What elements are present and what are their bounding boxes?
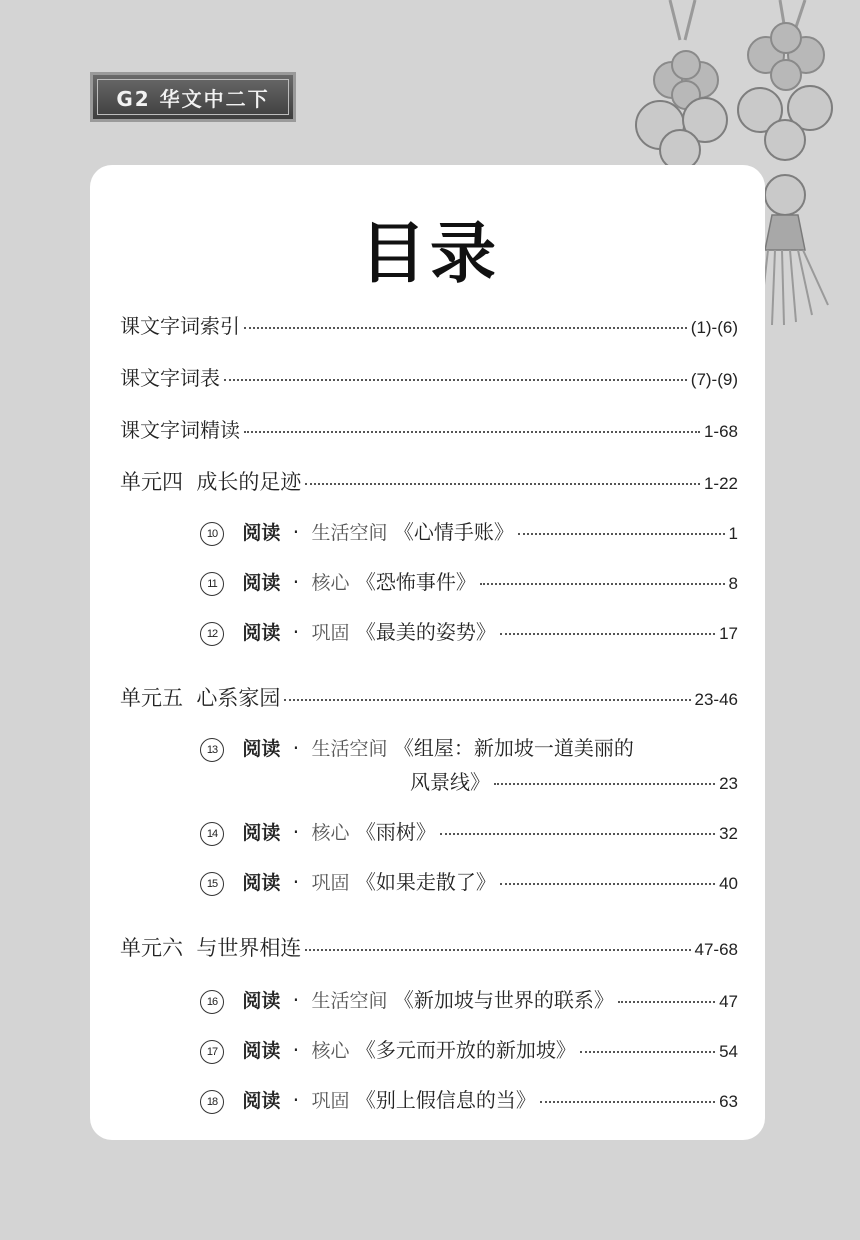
toc-entry-page: 1-68: [703, 422, 738, 441]
unit-label: 单元五 心系家园: [120, 686, 281, 710]
unit-page: 47-68: [694, 940, 738, 959]
toc-entry-label: 课文字词精读: [120, 418, 240, 442]
separator: ·: [292, 736, 300, 760]
read-label: 阅读: [242, 990, 281, 1012]
unit-page: 1-22: [703, 474, 738, 493]
separator: ·: [292, 520, 300, 544]
lesson-number: 17: [200, 1040, 224, 1064]
lesson-page: 32: [719, 824, 738, 843]
separator: ·: [292, 1088, 300, 1112]
lesson-page: 23: [719, 774, 738, 793]
read-label: 阅读: [242, 872, 281, 894]
separator: ·: [292, 570, 300, 594]
lesson-category: 核心: [311, 572, 350, 594]
lesson-entry-continued[interactable]: [410, 766, 738, 795]
lesson-number: 18: [200, 1090, 224, 1114]
unit-heading[interactable]: [120, 466, 738, 496]
lesson-title: 《如果走散了》: [355, 870, 496, 894]
lesson-number: 14: [200, 822, 224, 846]
dot-leader: [224, 379, 687, 381]
lesson-page: 47: [719, 992, 738, 1011]
lesson-category: 生活空间: [311, 738, 388, 760]
read-label: 阅读: [242, 522, 281, 544]
toc-entry[interactable]: [120, 362, 738, 391]
lesson-number: 12: [200, 622, 224, 646]
dot-leader: [480, 583, 725, 585]
dot-leader: [305, 949, 690, 951]
lesson-page: 1: [728, 524, 738, 543]
lesson-title: 《多元而开放的新加坡》: [355, 1038, 576, 1062]
separator: ·: [292, 988, 300, 1012]
toc-entry-page: (1)-(6): [690, 318, 738, 337]
lesson-number: 11: [200, 572, 224, 596]
dot-leader: [440, 833, 715, 835]
separator: ·: [292, 820, 300, 844]
lesson-entry[interactable]: [200, 1084, 738, 1114]
read-label: 阅读: [242, 1090, 281, 1112]
unit-page: 23-46: [694, 690, 738, 709]
unit-heading[interactable]: [120, 682, 738, 712]
lesson-title: 《雨树》: [355, 820, 436, 844]
read-label: 阅读: [242, 1040, 281, 1062]
toc-entry-page: (7)-(9): [690, 370, 738, 389]
lesson-number: 10: [200, 522, 224, 546]
lesson-category: 巩固: [311, 622, 350, 644]
lesson-category: 核心: [311, 822, 350, 844]
lesson-category: 核心: [311, 1040, 350, 1062]
toc-entry-label: 课文字词表: [120, 366, 220, 390]
separator: ·: [292, 870, 300, 894]
separator: ·: [292, 620, 300, 644]
lesson-title: 《恐怖事件》: [355, 570, 476, 594]
lesson-entry[interactable]: [200, 566, 738, 596]
separator: ·: [292, 1038, 300, 1062]
lesson-entry[interactable]: [200, 732, 738, 762]
lesson-title: 《别上假信息的当》: [355, 1088, 536, 1112]
dot-leader: [500, 883, 715, 885]
lesson-entry[interactable]: [200, 516, 738, 546]
lesson-page: 63: [719, 1092, 738, 1111]
lesson-title: 《新加坡与世界的联系》: [393, 988, 614, 1012]
unit-label: 单元四 成长的足迹: [120, 470, 302, 494]
toc-entry-label: 课文字词索引: [120, 314, 240, 338]
lesson-title: 《心情手账》: [393, 520, 514, 544]
read-label: 阅读: [242, 622, 281, 644]
read-label: 阅读: [242, 572, 281, 594]
lesson-page: 40: [719, 874, 738, 893]
dot-leader: [305, 483, 700, 485]
lesson-entry[interactable]: [200, 616, 738, 646]
lesson-entry[interactable]: [200, 816, 738, 846]
lesson-title: 《组屋：新加坡一道美丽的: [393, 736, 634, 760]
lesson-number: 13: [200, 738, 224, 762]
lesson-entry[interactable]: [200, 984, 738, 1014]
lesson-category: 巩固: [311, 1090, 350, 1112]
read-label: 阅读: [242, 738, 281, 760]
lesson-category: 巩固: [311, 872, 350, 894]
dot-leader: [500, 633, 715, 635]
read-label: 阅读: [242, 822, 281, 844]
lesson-page: 17: [719, 624, 738, 643]
lesson-category: 生活空间: [311, 522, 388, 544]
dot-leader: [244, 327, 687, 329]
lesson-title-continued: 风景线》: [410, 770, 490, 794]
unit-label: 单元六 与世界相连: [120, 936, 302, 960]
page-title: 目录: [360, 215, 500, 292]
lesson-entry[interactable]: [200, 1034, 738, 1064]
dot-leader: [580, 1051, 715, 1053]
dot-leader: [518, 533, 725, 535]
lesson-number: 15: [200, 872, 224, 896]
lesson-page: 8: [728, 574, 738, 593]
grade-badge: [90, 72, 296, 122]
badge-text: G2 华文中二下: [116, 86, 270, 111]
toc-entry[interactable]: [120, 414, 738, 443]
dot-leader: [244, 431, 700, 433]
lesson-title: 《最美的姿势》: [355, 620, 496, 644]
lesson-category: 生活空间: [311, 990, 388, 1012]
dot-leader: [494, 783, 715, 785]
unit-heading[interactable]: [120, 932, 738, 962]
dot-leader: [618, 1001, 715, 1003]
dot-leader: [284, 699, 690, 701]
dot-leader: [540, 1101, 715, 1103]
toc-entry[interactable]: [120, 310, 738, 339]
lesson-entry[interactable]: [200, 866, 738, 896]
lesson-page: 54: [719, 1042, 738, 1061]
lesson-number: 16: [200, 990, 224, 1014]
